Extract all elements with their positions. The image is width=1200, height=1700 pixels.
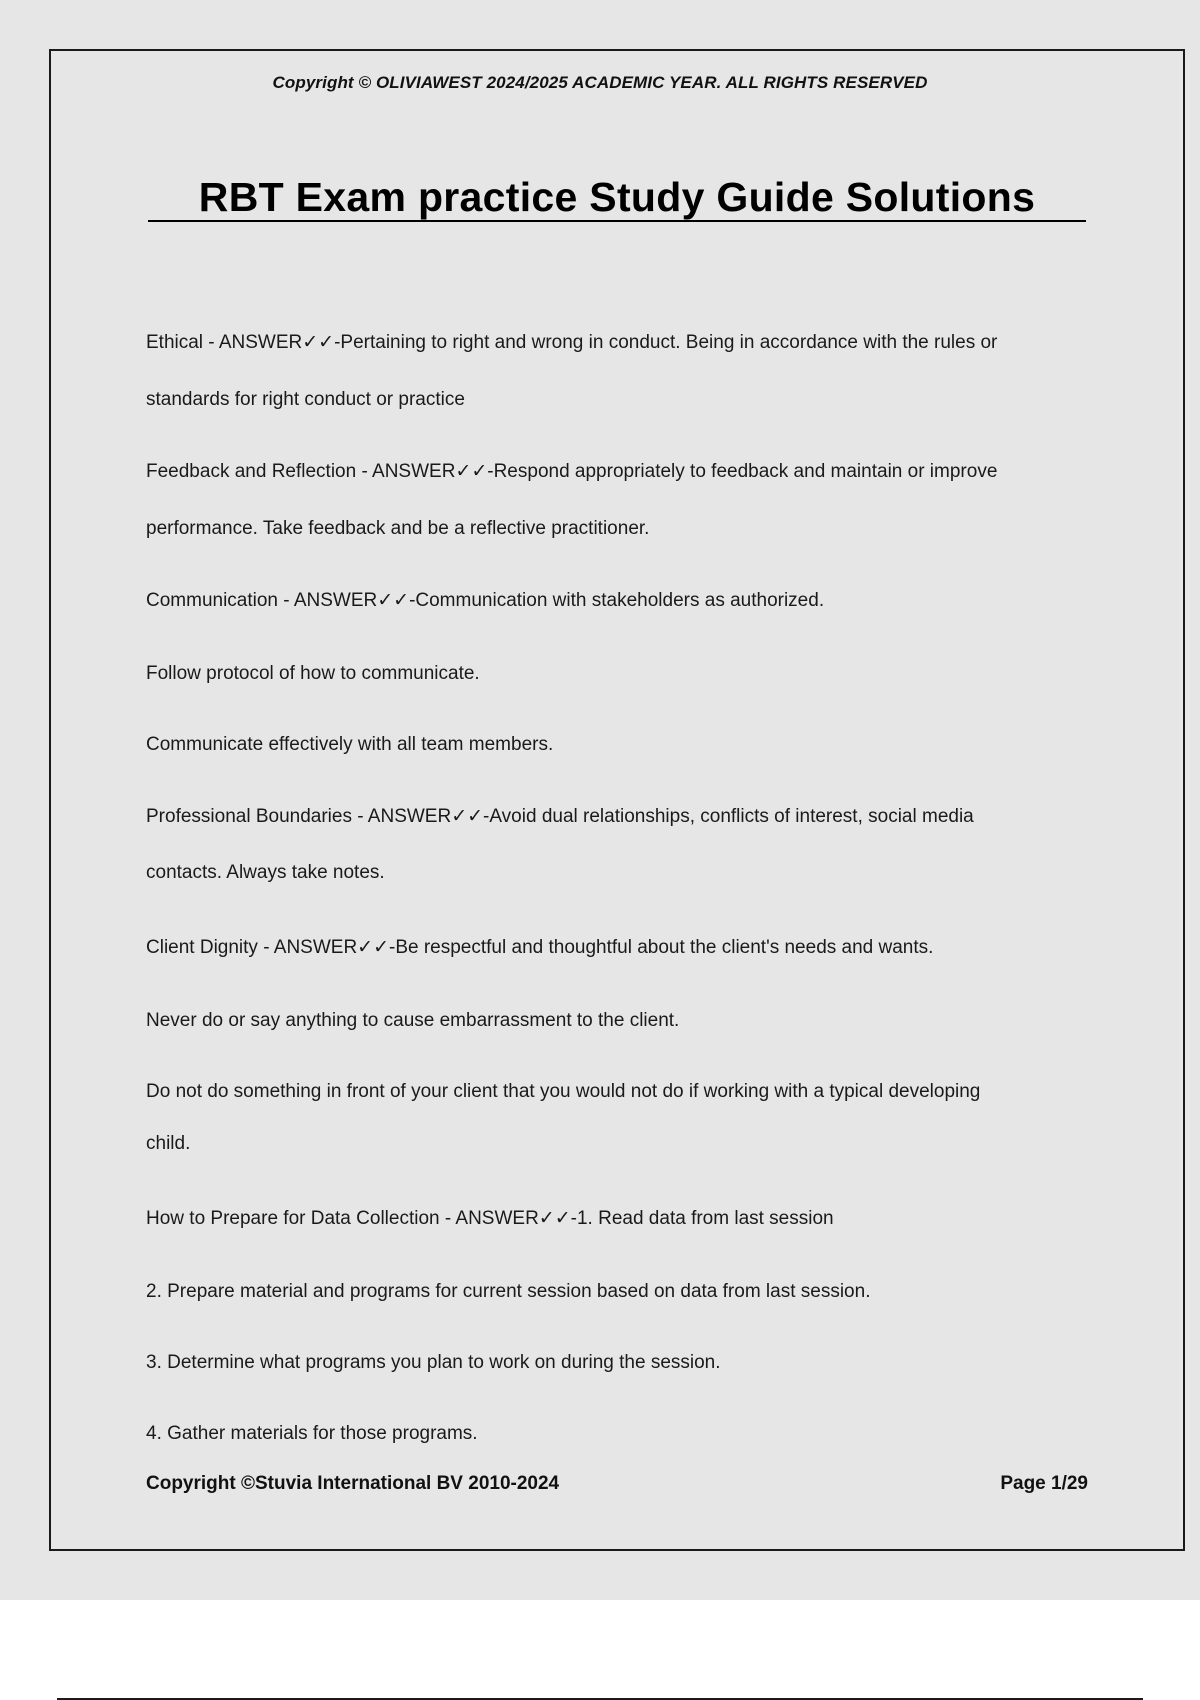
text-line: Follow protocol of how to communicate. <box>146 663 480 684</box>
page-number: Page 1/29 <box>1000 1473 1088 1494</box>
text-line: Do not do something in front of your client that you would not do if working with a typical developing <box>146 1081 981 1102</box>
text-line-feedback: Feedback and Reflection - ANSWER✓✓-Respond appropriately to feedback and maintain or improve <box>146 461 998 482</box>
text-line: standards for right conduct or practice <box>146 389 465 410</box>
text-line: 2. Prepare material and programs for current session based on data from last session. <box>146 1281 871 1302</box>
header-copyright: Copyright © OLIVIAWEST 2024/2025 ACADEMIC YEAR. ALL RIGHTS RESERVED <box>272 73 928 92</box>
text-line: 3. Determine what programs you plan to work on during the session. <box>146 1352 721 1373</box>
text-line: child. <box>146 1133 191 1154</box>
text-line-data-collection: How to Prepare for Data Collection - ANSWER✓✓-1. Read data from last session <box>146 1208 834 1229</box>
text-line: performance. Take feedback and be a reflective practitioner. <box>146 518 650 539</box>
text-line-ethical: Ethical - ANSWER✓✓-Pertaining to right and wrong in conduct. Being in accordance with the rules or <box>146 332 998 353</box>
document-title: RBT Exam practice Study Guide Solutions <box>198 174 1036 220</box>
page-border <box>49 49 1185 1551</box>
text-line-boundaries: Professional Boundaries - ANSWER✓✓-Avoid dual relationships, conflicts of interest, social media <box>146 806 974 827</box>
title-underline <box>148 220 1086 222</box>
text-line-communication: Communication - ANSWER✓✓-Communication with stakeholders as authorized. <box>146 590 825 611</box>
text-line: contacts. Always take notes. <box>146 862 385 883</box>
text-line: Never do or say anything to cause embarrassment to the client. <box>146 1010 680 1031</box>
text-line: Communicate effectively with all team members. <box>146 734 554 755</box>
footer-copyright: Copyright ©Stuvia International BV 2010-2024 <box>146 1473 560 1494</box>
text-line: 4. Gather materials for those programs. <box>146 1423 478 1444</box>
text-line-dignity: Client Dignity - ANSWER✓✓-Be respectful and thoughtful about the client's needs and wants. <box>146 937 934 958</box>
